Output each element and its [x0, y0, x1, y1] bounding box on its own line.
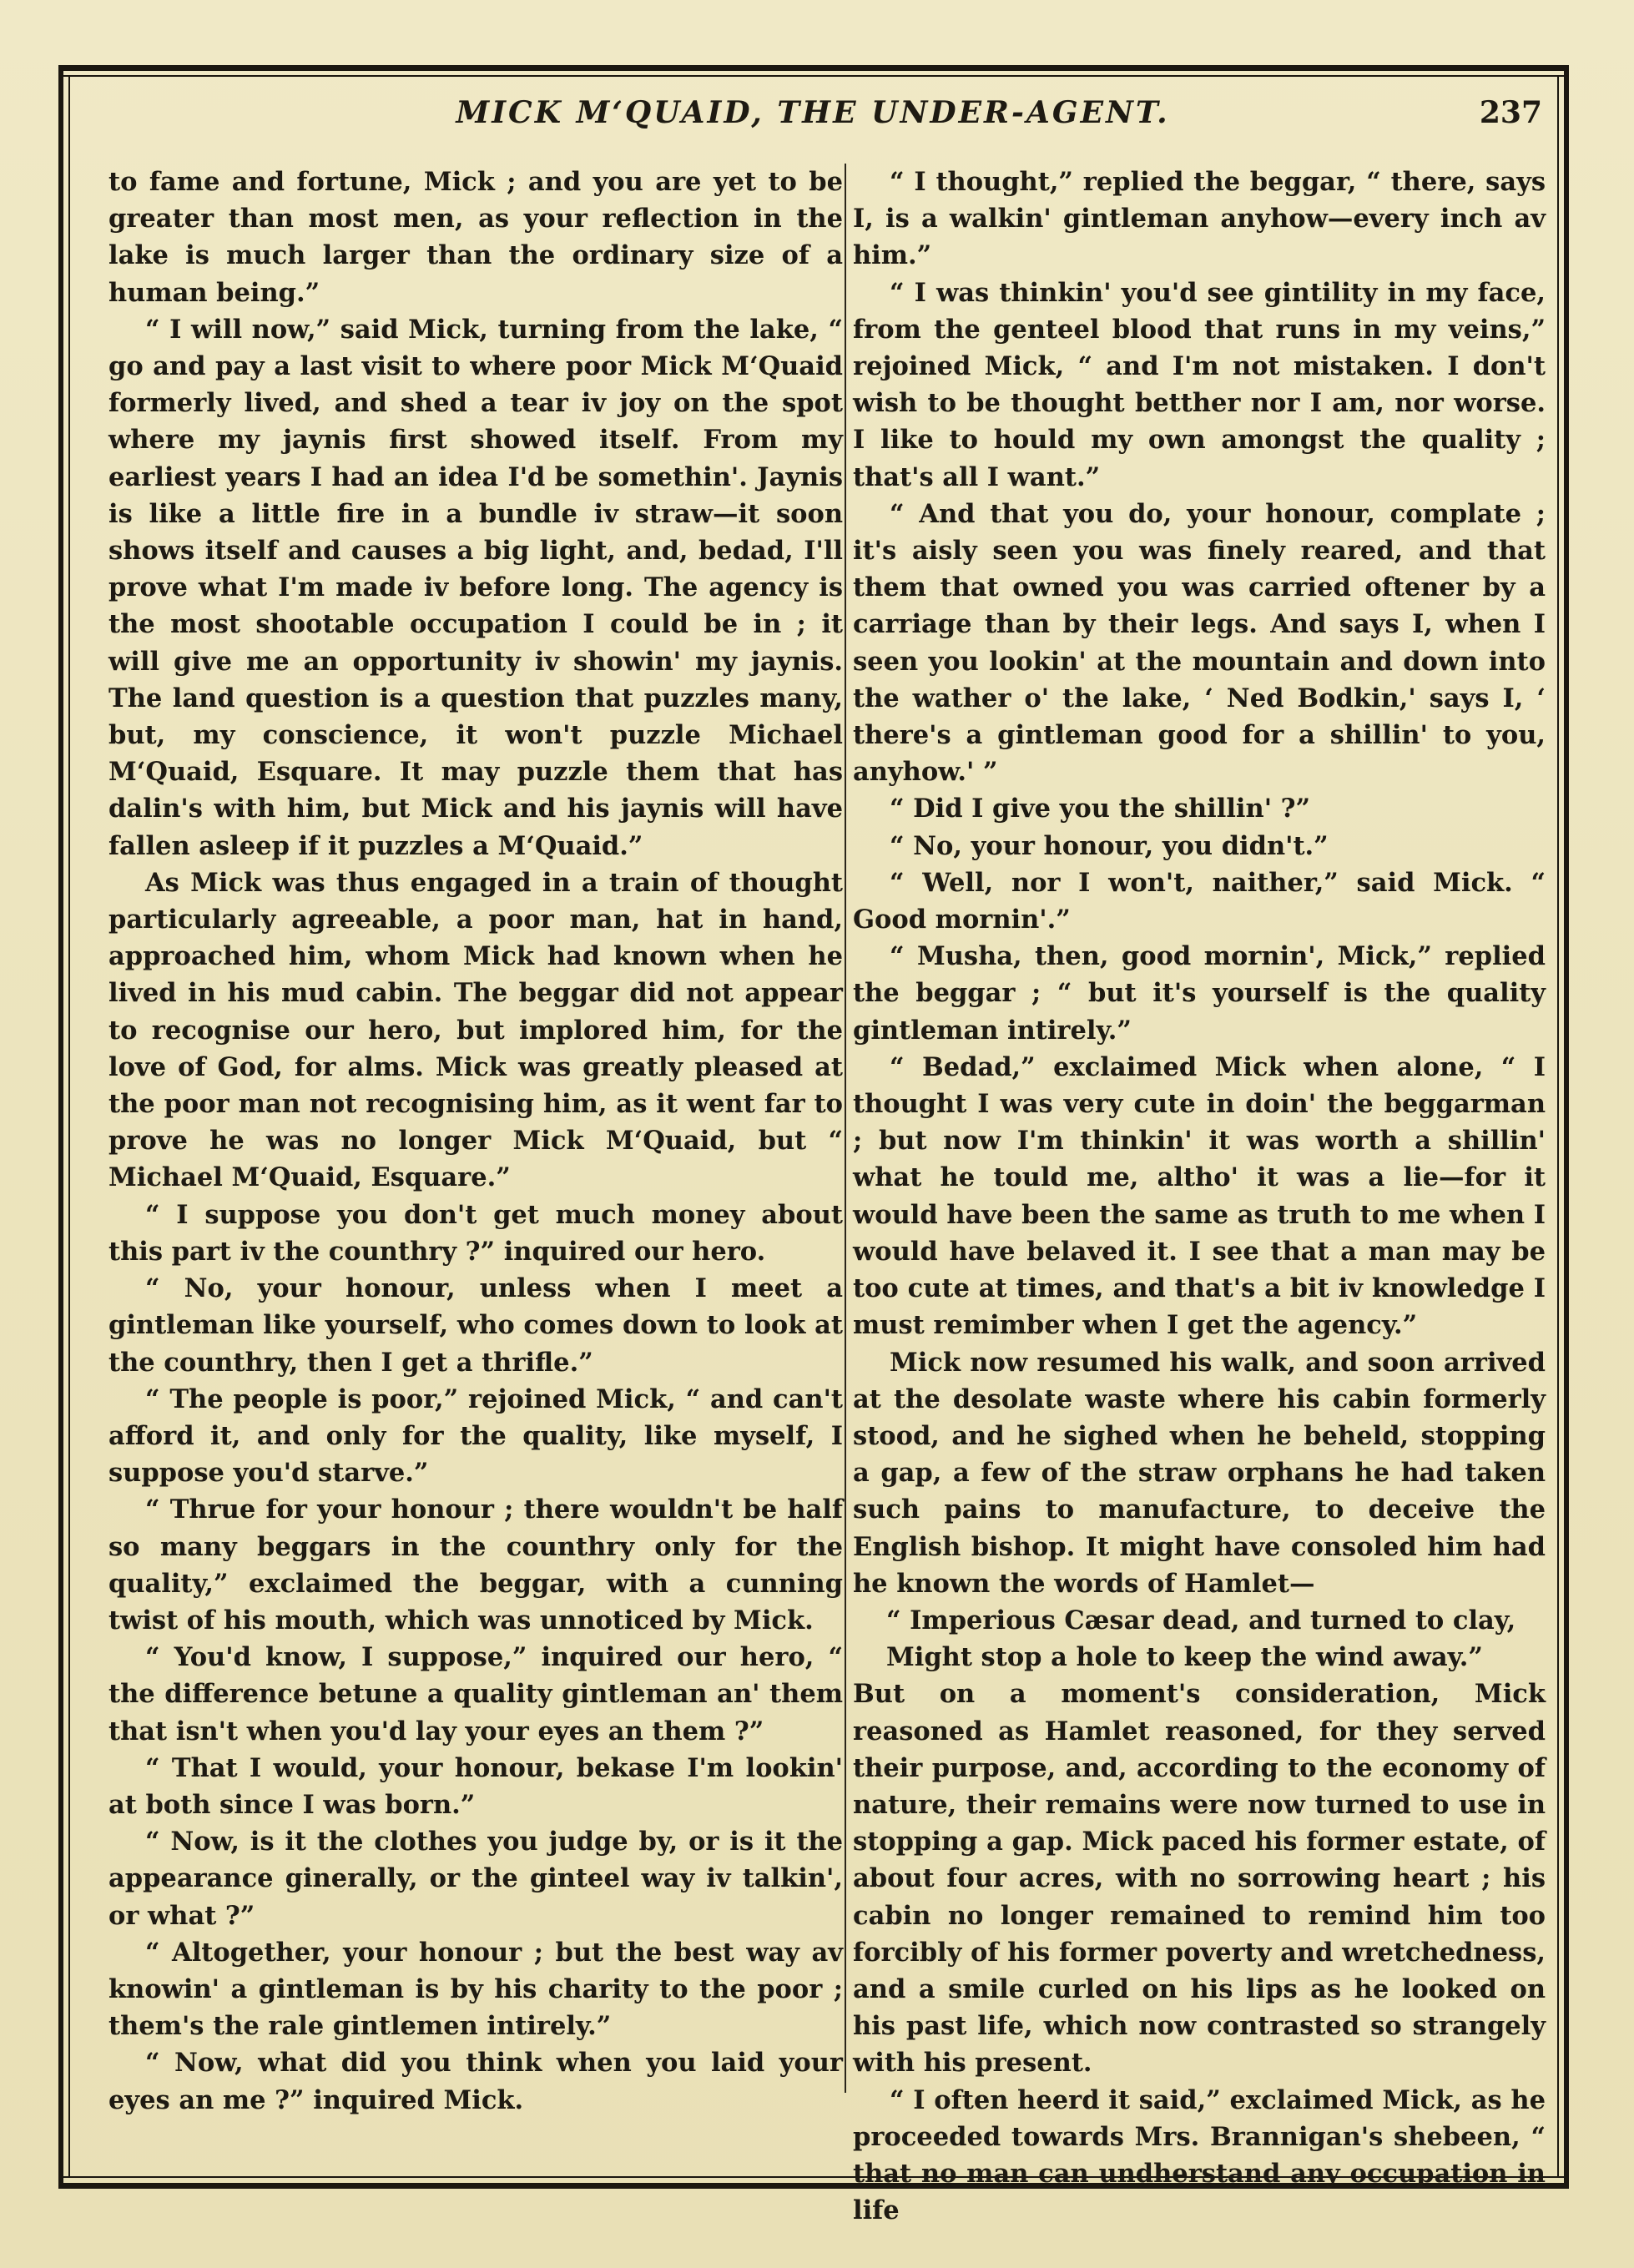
paragraph: “ You'd know, I suppose,” inquired our hero, “ the difference betune a quality gintleman an' them that isn't when you'd lay your eyes an them ?”: [108, 1642, 843, 1746]
paragraph: “ Altogether, your honour ; but the best way av knowin' a gintleman is by his charity to the poor ; them's the rale gintlemen intirely.”: [108, 1937, 843, 2042]
paragraph: “ No, your honour, you didn't.”: [890, 830, 1329, 861]
paragraph: “ Now, what did you think when you laid your eyes an me ?” inquired Mick.: [108, 2048, 843, 2115]
paragraph: As Mick was thus engaged in a train of thought particularly agreeable, a poor man, hat in hand, approached him, whom Mick had known when he lived in his mud cabin. The beggar did not appear to recognise our hero, but implored him, for the love of God, for alms. Mick was greatly pleased at the poor man not recognising him, as it went far to prove he was no longer Mick M‘Quaid, but “ Michael M‘Quaid, Esquare.”: [108, 867, 843, 1193]
paragraph: “ I often heerd it said,” exclaimed Mick, as he proceeded towards Mrs. Brannigan's shebeen, “ that no man can undherstand any occupation in life: [853, 2084, 1546, 2226]
paragraph: “ Did I give you the shillin' ?”: [890, 794, 1311, 824]
paragraph: Mick now resumed his walk, and soon arrived at the desolate waste where his cabin formerly stood, and he sighed when he beheld, stopping a gap, a few of the straw orphans he had taken such pains to manufacture, to deceive the English bishop. It might have consoled him had he known the words of Hamlet—: [853, 1347, 1546, 1599]
paragraph: “ I thought,” replied the beggar, “ there, says I, is a walkin' gintleman anyhow—every inch av him.”: [853, 167, 1546, 271]
paragraph: “ The people is poor,” rejoined Mick, “ and can't afford it, and only for the quality, like myself, I suppose you'd starve.”: [108, 1383, 843, 1489]
paragraph: “ Musha, then, good mornin', Mick,” replied the beggar ; “ but it's yourself is the quality gintleman intirely.”: [853, 941, 1546, 1046]
right-border-rule: [1564, 65, 1569, 2189]
paragraph: to fame and fortune, Mick ; and you are yet to be greater than most men, as your reflection in the lake is much larger than the ordinary size of a human being.”: [108, 167, 843, 308]
paragraph: “ I will now,” said Mick, turning from the lake, “ go and pay a last visit to where poor Mick M‘Quaid formerly lived, and shed a tear iv joy on the spot where my jaynis first showed itself. From my earliest years I had an idea I'd be somethin'. Jaynis is like a little fire in a bundle iv straw—it soon shows itself and causes a big light, and, bedad, I'll prove what I'm made iv before long. The agency is the most shootable occupation I could be in ; it will give me an opportunity iv showin' my jaynis. The land question is a question that puzzles many, but, my conscience, it won't puzzle Michael M‘Quaid, Esquare. It may puzzle them that has dalin's with him, but Mick and his jaynis will have fallen asleep if it puzzles a M‘Quaid.”: [108, 314, 843, 861]
right-border-thin-rule: [1557, 77, 1559, 2176]
paragraph: “ And that you do, your honour, complate ; it's aisly seen you was finely reared, and that them that owned you was carried oftener by a carriage than by their legs. And says I, when I seen you lookin' at the mountain and down into the wather o' the lake, ‘ Ned Bodkin,' says I, ‘ there's a gintleman good for a shillin' to you, anyhow.' ”: [853, 498, 1546, 788]
left-column: [108, 164, 843, 2119]
page-header: [83, 90, 1542, 140]
paragraph: “ That I would, your honour, bekase I'm lookin' at both since I was born.”: [108, 1752, 843, 1820]
left-border-thin-rule: [68, 77, 70, 2176]
verse-line: “ Imperious Cæsar dead, and turned to clay,: [886, 1605, 1516, 1635]
column-divider: [845, 164, 846, 2093]
paragraph: “ I was thinkin' you'd see gintility in my face, from the genteel blood that runs in my veins,” rejoined Mick, “ and I'm not mistaken. I don't wish to be thought betther nor I am, nor worse. I like to hould my own amongst the quality ; that's all I want.”: [853, 277, 1546, 492]
running-title: MICK M‘QUAID, THE UNDER-AGENT.: [456, 95, 1170, 130]
paragraph: “ Now, is it the clothes you judge by, or is it the appearance ginerally, or the ginteel way iv talkin', or what ?”: [108, 1827, 843, 1931]
paragraph: “ Thrue for your honour ; there wouldn't be half so many beggars in the counthry only for the quality,” exclaimed the beggar, with a cunning twist of his mouth, which was unnoticed by Mick.: [108, 1494, 843, 1635]
paragraph: “ No, your honour, unless when I meet a gintleman like yourself, who comes down to look at the counthry, then I get a thrifle.”: [108, 1273, 843, 1378]
paragraph: “ Bedad,” exclaimed Mick when alone, “ I thought I was very cute in doin' the beggarman ; but now I'm thinkin' it was worth a shillin' what he tould me, altho' it was a lie—for it would have been the same as truth to me when I would have belaved it. I see that a man may be too cute at times, and that's a bit iv knowledge I must remimber when I get the agency.”: [853, 1051, 1546, 1341]
verse-line: Might stop a hole to keep the wind away.”: [886, 1642, 1483, 1673]
left-border-rule: [58, 65, 63, 2189]
right-column: [853, 164, 1546, 2229]
top-border-thin-rule: [58, 75, 1569, 77]
top-border-rule: [58, 65, 1569, 71]
paragraph: “ I suppose you don't get much money about this part iv the counthry ?” inquired our hero.: [108, 1199, 843, 1267]
page-number: 237: [1479, 95, 1542, 130]
paragraph: “ Well, nor I won't, naither,” said Mick. “ Good mornin'.”: [853, 867, 1546, 935]
paragraph: But on a moment's consideration, Mick reasoned as Hamlet reasoned, for they served their purpose, and, according to the economy of nature, their remains were now turned to use in stopping a gap. Mick paced his former estate, of about four acres, with no sorrowing heart ; his cabin no longer remained to remind him too forcibly of his former poverty and wretchedness, and a smile curled on his lips as he looked on his past life, which now contrasted so strangely with his present.: [853, 1679, 1546, 2079]
